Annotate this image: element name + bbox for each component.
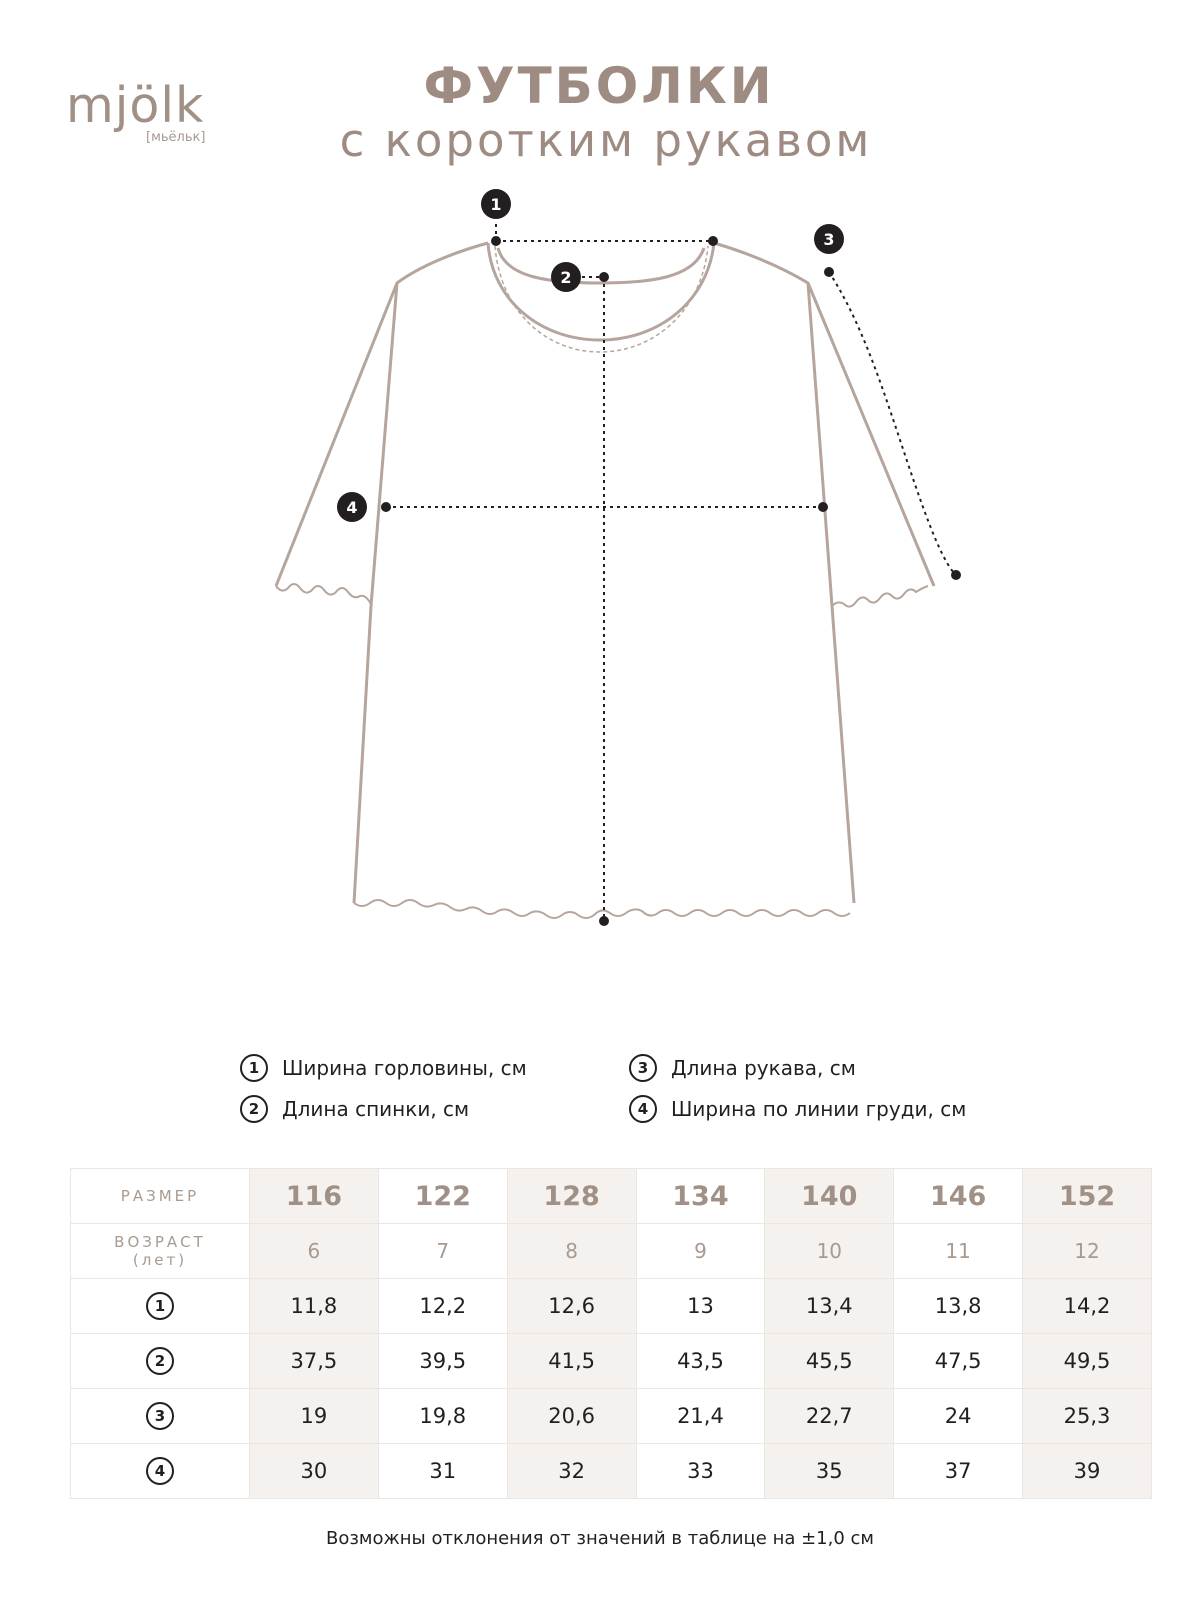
legend-number: 3 (629, 1054, 657, 1082)
size-cell: 122 (378, 1169, 507, 1224)
footnote: Возможны отклонения от значений в таблице на ±1,0 см (326, 1528, 874, 1549)
size-cell: 140 (765, 1169, 894, 1224)
marker-1 (481, 189, 511, 219)
bottom-hem-lace (354, 900, 850, 918)
legend-number: 1 (240, 1054, 268, 1082)
value-cell: 37 (894, 1444, 1023, 1499)
value-cell: 13 (636, 1279, 765, 1334)
measurement-row-2 (71, 1334, 1152, 1389)
neckline-collar (495, 246, 708, 352)
title-subtitle: с коротким рукавом (339, 114, 873, 167)
row-number: 4 (146, 1457, 174, 1485)
value-cell: 11,8 (250, 1279, 379, 1334)
value-cell: 35 (765, 1444, 894, 1499)
value-cell: 19,8 (378, 1389, 507, 1444)
legend-label: Длина спинки, см (282, 1097, 470, 1121)
age-cell: 9 (636, 1224, 765, 1279)
row-number: 1 (146, 1292, 174, 1320)
legend-item-3 (629, 1054, 856, 1082)
age-cell: 6 (250, 1224, 379, 1279)
right-sleeve-outline (714, 243, 934, 586)
sleeve-length-line (829, 272, 956, 575)
size-header: РАЗМЕР (71, 1169, 250, 1224)
neck-end-dot (708, 236, 718, 246)
marker-4 (337, 492, 367, 522)
neckline-outer (488, 243, 714, 340)
value-cell: 41,5 (507, 1334, 636, 1389)
row-number: 3 (146, 1402, 174, 1430)
age-cell: 11 (894, 1224, 1023, 1279)
legend-label: Длина рукава, см (671, 1056, 856, 1080)
age-header-unit: (лет) (132, 1251, 188, 1269)
value-cell: 49,5 (1023, 1334, 1152, 1389)
value-cell: 19 (250, 1389, 379, 1444)
row-marker (71, 1389, 250, 1444)
marker-1-label: 1 (490, 195, 502, 214)
brand-subtitle: [мьёльк] (146, 130, 206, 145)
value-cell: 14,2 (1023, 1279, 1152, 1334)
left-cuff-lace (276, 584, 372, 606)
age-cell: 7 (378, 1224, 507, 1279)
right-cuff-lace (832, 586, 928, 607)
marker-4-label: 4 (346, 498, 358, 517)
title-main: ФУТБОЛКИ (423, 57, 775, 115)
size-table (70, 1168, 1152, 1499)
size-row (71, 1169, 1152, 1224)
measurement-row-1 (71, 1279, 1152, 1334)
body-left-side (354, 606, 371, 903)
value-cell: 31 (378, 1444, 507, 1499)
back-top-dot (599, 272, 609, 282)
value-cell: 47,5 (894, 1334, 1023, 1389)
value-cell: 37,5 (250, 1334, 379, 1389)
row-marker (71, 1444, 250, 1499)
size-cell: 152 (1023, 1169, 1152, 1224)
marker-3 (814, 224, 844, 254)
size-cell: 146 (894, 1169, 1023, 1224)
legend-label: Ширина горловины, см (282, 1056, 527, 1080)
value-cell: 33 (636, 1444, 765, 1499)
legend-item-4 (629, 1095, 966, 1123)
value-cell: 12,6 (507, 1279, 636, 1334)
measurement-row-4 (71, 1444, 1152, 1499)
marker-3-label: 3 (823, 230, 835, 249)
chest-right-dot (818, 502, 828, 512)
row-number: 2 (146, 1347, 174, 1375)
value-cell: 39,5 (378, 1334, 507, 1389)
body-right-side (832, 606, 854, 903)
value-cell: 12,2 (378, 1279, 507, 1334)
row-marker (71, 1279, 250, 1334)
value-cell: 13,8 (894, 1279, 1023, 1334)
legend-number: 2 (240, 1095, 268, 1123)
age-row (71, 1224, 1152, 1279)
sleeve-end-dot (951, 570, 961, 580)
size-cell: 134 (636, 1169, 765, 1224)
chest-left-dot (381, 502, 391, 512)
size-cell: 128 (507, 1169, 636, 1224)
row-marker (71, 1334, 250, 1389)
age-header-title: ВОЗРАСТ (114, 1233, 206, 1251)
marker-2 (551, 262, 581, 292)
measurement-row-3 (71, 1389, 1152, 1444)
value-cell: 32 (507, 1444, 636, 1499)
value-cell: 45,5 (765, 1334, 894, 1389)
brand-name: mjölk (66, 77, 205, 134)
value-cell: 21,4 (636, 1389, 765, 1444)
left-sleeve-underside (371, 283, 397, 606)
value-cell: 25,3 (1023, 1389, 1152, 1444)
value-cell: 22,7 (765, 1389, 894, 1444)
value-cell: 43,5 (636, 1334, 765, 1389)
value-cell: 30 (250, 1444, 379, 1499)
neck-start-dot (491, 236, 501, 246)
sleeve-start-dot (824, 267, 834, 277)
value-cell: 39 (1023, 1444, 1152, 1499)
legend-label: Ширина по линии груди, см (671, 1097, 967, 1121)
value-cell: 13,4 (765, 1279, 894, 1334)
marker-2-label: 2 (560, 268, 572, 287)
size-cell: 116 (250, 1169, 379, 1224)
left-sleeve-outline (276, 243, 488, 586)
age-cell: 8 (507, 1224, 636, 1279)
legend-number: 4 (629, 1095, 657, 1123)
age-cell: 10 (765, 1224, 894, 1279)
value-cell: 24 (894, 1389, 1023, 1444)
age-header (71, 1224, 250, 1279)
legend-item-2 (240, 1095, 469, 1123)
age-cell: 12 (1023, 1224, 1152, 1279)
legend-item-1 (240, 1054, 527, 1082)
value-cell: 20,6 (507, 1389, 636, 1444)
back-bottom-dot (599, 916, 609, 926)
